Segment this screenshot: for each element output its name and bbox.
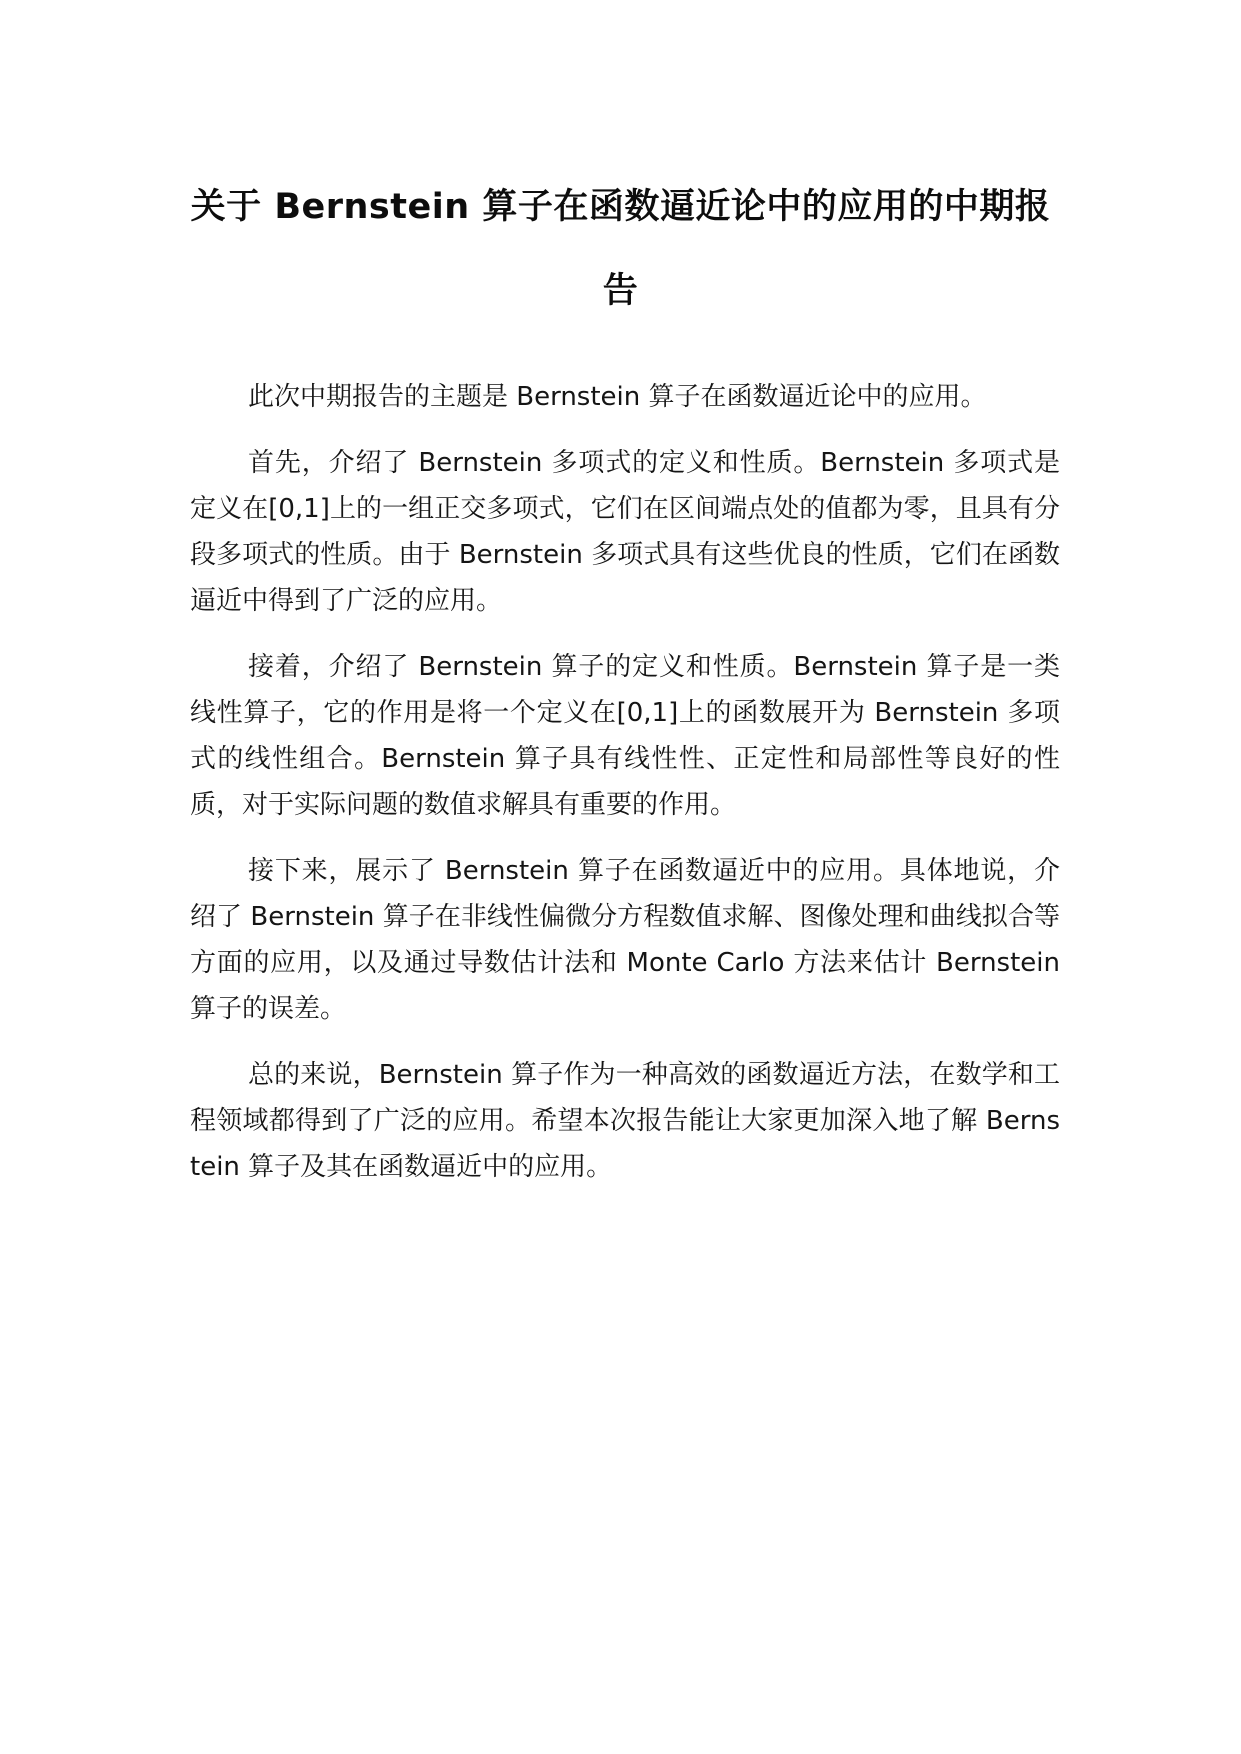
document-body [190,374,1060,1210]
paragraph-polynomials: 首先，介绍了 Bernstein 多项式的定义和性质。Bernstein 多项式是定义在[0,1]上的一组正交多项式，它们在区间端点处的值都为零，且具有分段多项式的性质。由于 Bernstein 多项式具有这些优良的性质，它们在函数逼近中得到了广泛的应用。 [190,448,1060,616]
document-title: 关于 Bernstein 算子在函数逼近论中的应用的中期报告 [190,187,1051,311]
paragraph-applications: 接下来，展示了 Bernstein 算子在函数逼近中的应用。具体地说，介绍了 Bernstein 算子在非线性偏微分方程数值求解、图像处理和曲线拟合等方面的应用，以及通过导数估计法和 Monte Carlo 方法来估计 Bernstein 算子的误差。 [190,856,1060,1024]
paragraph-operator: 接着，介绍了 Bernstein 算子的定义和性质。Bernstein 算子是一类线性算子，它的作用是将一个定义在[0,1]上的函数展开为 Bernstein 多项式的线性组合。Bernstein 算子具有线性性、正定性和局部性等良好的性质，对于实际问题的数值求解具有重要的作用。 [190,652,1060,820]
paragraph-intro: 此次中期报告的主题是 Bernstein 算子在函数逼近论中的应用。 [248,382,987,412]
paragraph-conclusion: 总的来说，Bernstein 算子作为一种高效的函数逼近方法，在数学和工程领域都得到了广泛的应用。希望本次报告能让大家更加深入地了解 Bernstein 算子及其在函数逼近中的应用。 [190,1060,1060,1182]
